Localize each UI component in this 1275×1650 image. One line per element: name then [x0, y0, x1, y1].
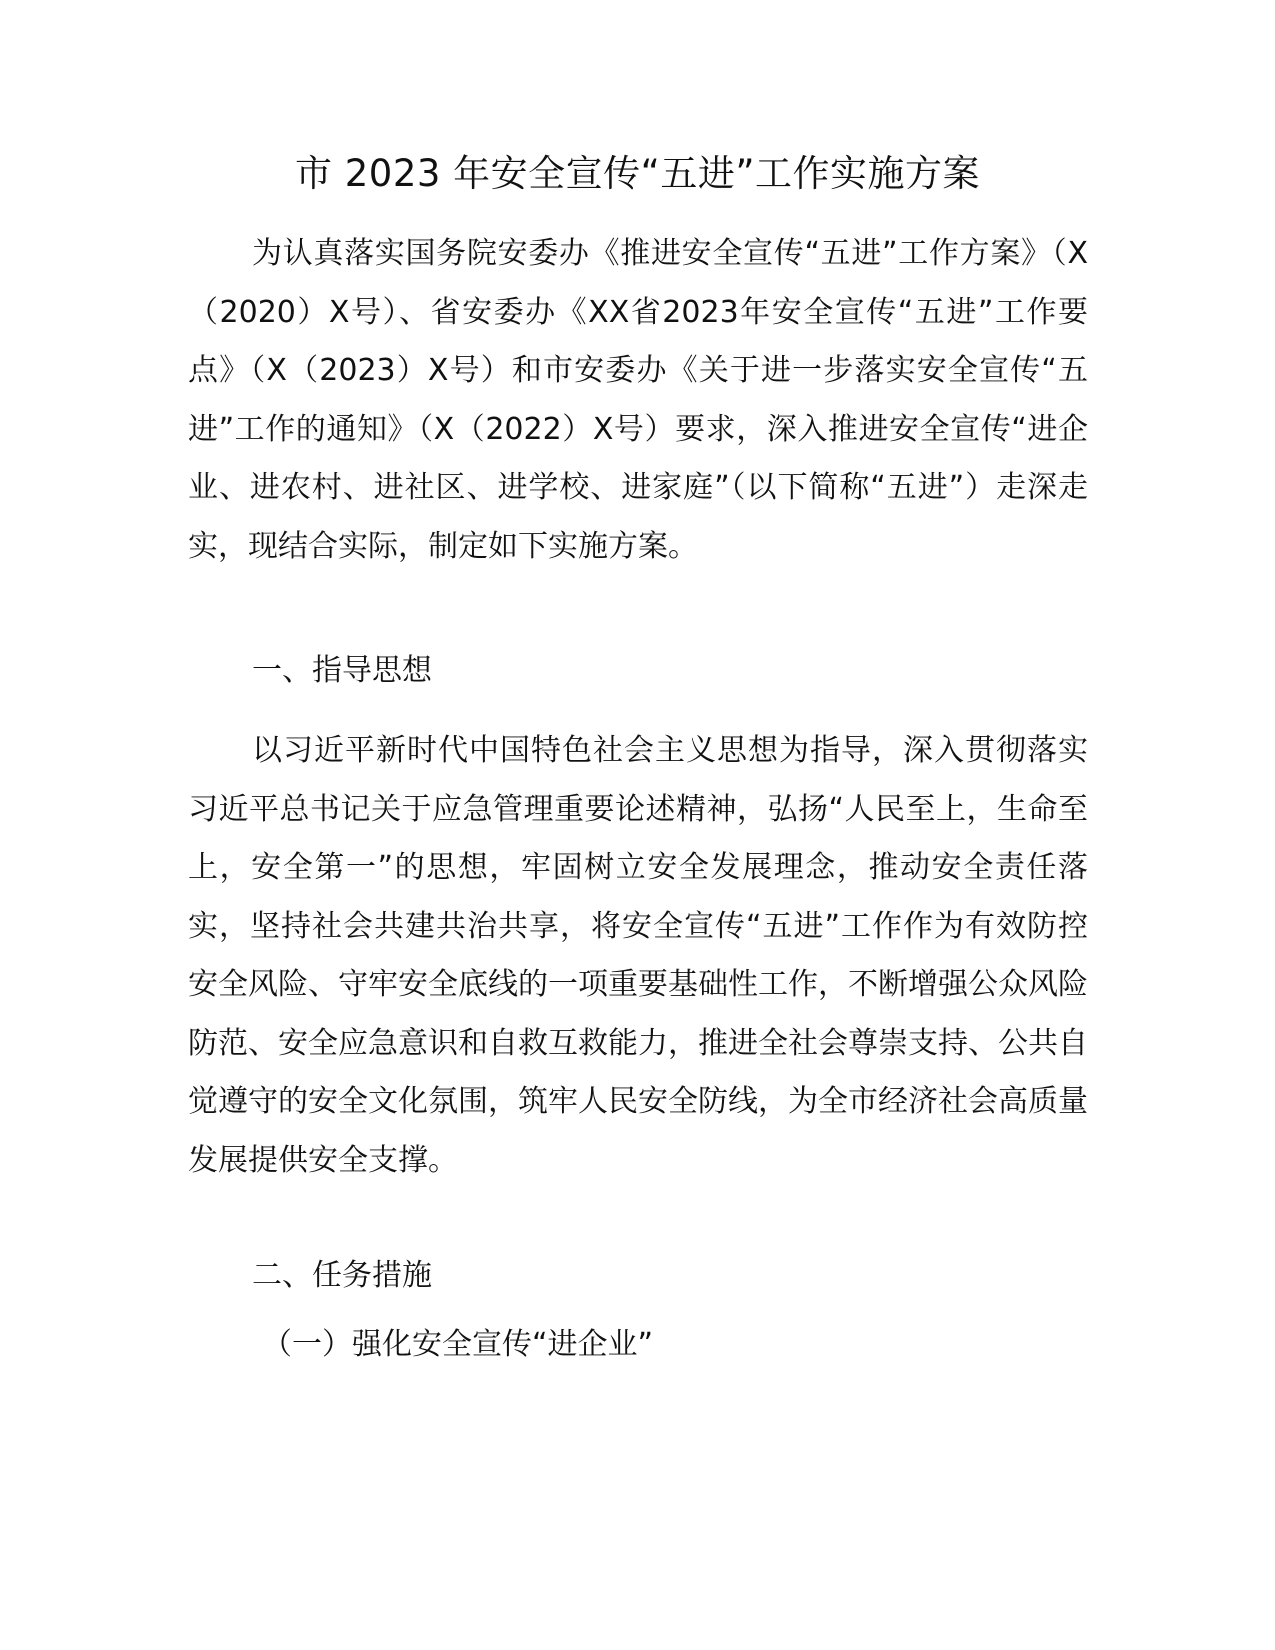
intro-paragraph: 为认真落实国务院安委办《推进安全宣传“五进”工作方案》（X（2020）X号）、省安委办《XX省2023年安全宣传“五进”工作要点》（X（2023）X号）和市安委办《关于进一步落实安全宣传“五进”工作的通知》（X（2022）X号）要求，深入推进安全宣传“进企业、进农村、进社区、进学校、进家庭”（以下简称“五进”）走深走实，现结合实际，制定如下实施方案。 [188, 236, 1088, 564]
document-title: 市 2023 年安全宣传“五进”工作实施方案 [294, 152, 981, 195]
guiding-ideology-paragraph: 以习近平新时代中国特色社会主义思想为指导，深入贯彻落实习近平总书记关于应急管理重要论述精神，弘扬“人民至上，生命至上，安全第一”的思想，牢固树立安全发展理念，推动安全责任落实，坚持社会共建共治共享，将安全宣传“五进”工作作为有效防控安全风险、守牢安全底线的一项重要基础性工作，不断增强公众风险防范、安全应急意识和自救互救能力，推进全社会尊崇支持、公共自觉遵守的安全文化氛围，筑牢人民安全防线，为全市经济社会高质量发展提供安全支撑。 [188, 733, 1088, 1178]
subsection-heading-enterprises: （一）强化安全宣传“进企业” [262, 1327, 654, 1362]
section-heading-guiding-ideology: 一、指导思想 [252, 653, 432, 688]
section-heading-tasks: 二、任务措施 [252, 1258, 432, 1293]
